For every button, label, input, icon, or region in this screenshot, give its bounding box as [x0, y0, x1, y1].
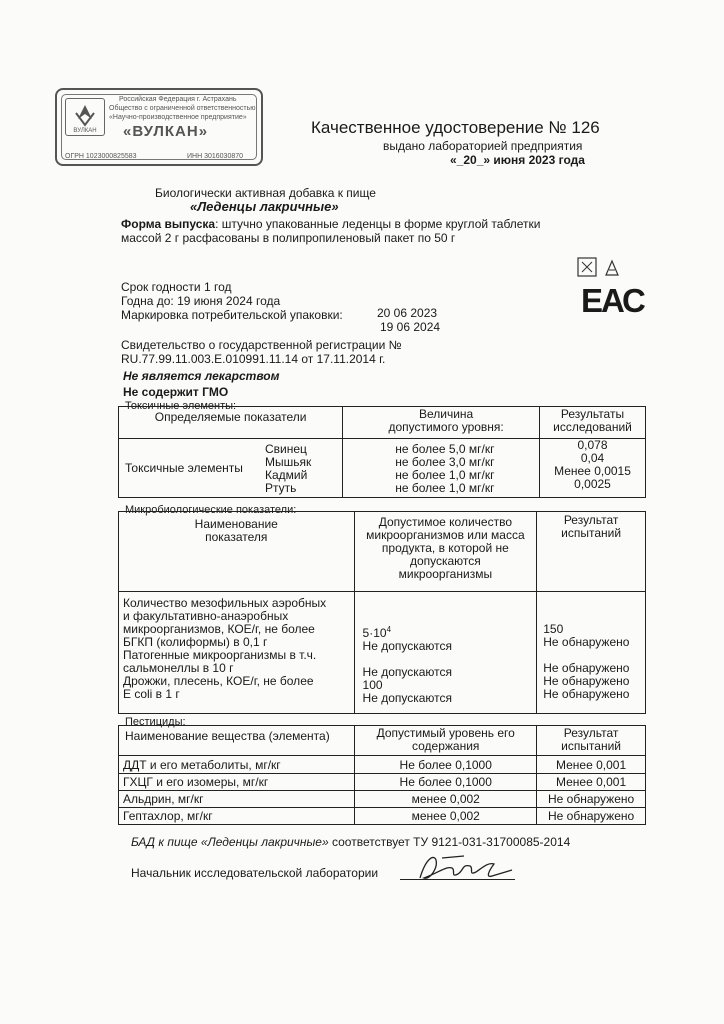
- pest-row-hch: [119, 774, 646, 791]
- registration-line1: Свидетельство о государственной регистрации №: [121, 338, 402, 352]
- stamp-line2: Общество с ограниченной ответственностью: [109, 105, 256, 112]
- stamp-line1: Российская Федерация г. Астрахань: [119, 96, 237, 103]
- limit-mercury: не более 1,0 мг/кг: [395, 481, 495, 495]
- micro-indicator-line-3: микроорганизмов, КОЕ/г, не более: [123, 622, 315, 636]
- micro-header-limit-4: допускаются: [409, 554, 481, 568]
- pest-result-heptachlor: Не обнаружено: [537, 808, 646, 825]
- pest-result-aldrin: Не обнаружено: [537, 791, 646, 808]
- micro-indicator-line-7: Дрожжи, плесень, КОЕ/г, не более: [123, 674, 314, 688]
- pest-result-hch: Менее 0,001: [537, 774, 646, 791]
- limit-lead: не более 5,0 мг/кг: [395, 442, 495, 456]
- product-category: Биологически активная добавка к пище: [155, 186, 376, 200]
- micro-header-limit-5: микроорганизмы: [398, 567, 493, 581]
- compliance-standard: соответствует ТУ 9121-031-31700085-2014: [328, 835, 571, 849]
- valid-until: Годна до: 19 июня 2024 года: [121, 294, 281, 308]
- micro-table: [118, 511, 646, 714]
- result-lead: 0,078: [577, 438, 608, 452]
- pest-header-result-1: Результат: [563, 726, 619, 740]
- toxic-results-cell: [539, 439, 645, 498]
- lab-head-label: Начальник исследовательской лаборатории: [131, 866, 379, 880]
- result-mercury: 0,0025: [574, 477, 611, 491]
- pest-row-ddt: [119, 756, 646, 774]
- stamp-inn: ИНН 3016030870: [187, 153, 244, 160]
- result-arsenic: 0,04: [580, 451, 605, 465]
- pest-header-limit-1: Допустимый уровень его: [376, 726, 515, 740]
- release-form-label: Форма выпуска: [121, 217, 216, 231]
- pest-name-heptachlor: Гептахлор, мг/кг: [119, 808, 355, 825]
- pest-header-row: [119, 726, 646, 756]
- shelf-life: Срок годности 1 год: [121, 280, 232, 294]
- pest-header-name: Наименование вещества (элемента): [119, 726, 355, 756]
- micro-header-result-2: испытаний: [561, 526, 622, 540]
- element-cadmium: Кадмий: [265, 468, 308, 482]
- pest-name-aldrin: Альдрин, мг/кг: [119, 791, 355, 808]
- micro-section-title: Микробиологические показатели:: [125, 504, 297, 516]
- toxic-header-row: [119, 407, 646, 439]
- micro-limit-bgkp: Не допускаются: [362, 639, 453, 653]
- pest-section-title: Пестициды:: [125, 716, 186, 728]
- micro-limit-mafanm-base: 5·10: [362, 626, 387, 640]
- toxic-element-list: [265, 443, 311, 495]
- toxic-section-title: Токсичные элементы:: [125, 400, 237, 412]
- micro-limit-mafanm: [363, 623, 533, 640]
- micro-limit-yeast: 100: [362, 678, 383, 692]
- compliance-statement: [131, 835, 570, 849]
- marking-label: Маркировка потребительской упаковки:: [121, 308, 343, 322]
- product-name: «Леденцы лакричные»: [190, 199, 339, 214]
- company-logo: [65, 98, 105, 136]
- micro-indicators-cell: [119, 592, 355, 714]
- pest-name-hch: ГХЦГ и его изомеры, мг/кг: [119, 774, 355, 791]
- registration-number: RU.77.99.11.003.Е.010991.11.14 от 17.11.2014 г.: [121, 352, 386, 366]
- toxic-elements-table: [118, 406, 646, 498]
- signature-icon: [412, 848, 522, 888]
- toxic-header-limit-text: Величина допустимого уровня:: [388, 407, 504, 434]
- pest-row-heptachlor: [119, 808, 646, 825]
- stamp-line3: «Научно-производственное предприятие»: [109, 114, 247, 121]
- pest-header-limit: [355, 726, 537, 756]
- micro-header-limit-1: Допустимое количество: [378, 515, 512, 529]
- limit-cadmium: не более 1,0 мг/кг: [395, 468, 495, 482]
- micro-result-ecoli: Не обнаружено: [543, 687, 630, 701]
- micro-header-indicator: [119, 512, 355, 592]
- pesticides-table: [118, 725, 646, 825]
- pest-header-result: [537, 726, 646, 756]
- toxic-group-label: Токсичные элементы: [125, 461, 243, 475]
- micro-header-limit-2: микроорганизмов или масса: [366, 528, 525, 542]
- pest-header-result-2: испытаний: [561, 739, 622, 753]
- release-form-line2: массой 2 г расфасованы в полипропиленовый пакет по 50 г: [121, 231, 456, 245]
- issued-by: выдано лабораторией предприятия: [383, 139, 583, 153]
- micro-indicator-line-6: сальмонеллы в 10 г: [123, 661, 234, 675]
- micro-header-result: [537, 512, 646, 592]
- issue-date: «_20_» июня 2023 года: [450, 153, 585, 167]
- micro-indicator-line-5: Патогенные микроорганизмы в т.ч.: [123, 648, 317, 662]
- company-stamp: [55, 88, 263, 166]
- element-arsenic: Мышьяк: [265, 455, 312, 469]
- release-form: [121, 217, 541, 231]
- micro-indicator-line-8: E coli в 1 г: [123, 687, 180, 701]
- marking-date-expiry: 19 06 2024: [380, 320, 441, 334]
- micro-indicator-line-2: и факультативно-анаэробных: [123, 609, 289, 623]
- stamp-company-name: «ВУЛКАН»: [123, 123, 209, 140]
- micro-limit-ecoli: Не допускаются: [362, 691, 453, 705]
- pest-limit-aldrin: менее 0,002: [355, 791, 537, 808]
- pest-result-ddt: Менее 0,001: [537, 756, 646, 774]
- packaging-marks: [576, 255, 626, 281]
- micro-header-indicator-2: показателя: [205, 530, 268, 544]
- pest-limit-ddt: Не более 0,1000: [355, 756, 537, 774]
- release-form-text: : штучно упакованные леденцы в форме круглой таблетки: [215, 217, 541, 231]
- toxic-limits-cell: [343, 439, 540, 498]
- element-mercury: Ртуть: [265, 481, 297, 495]
- micro-indicator-line-1: Количество мезофильных аэробных: [123, 596, 327, 610]
- pest-name-ddt: ДДТ и его метаболиты, мг/кг: [119, 756, 355, 774]
- micro-results-cell: [537, 592, 646, 714]
- no-gmo-note: Не содержит ГМО: [123, 385, 229, 399]
- logo-text: ВУЛКАН: [73, 128, 97, 134]
- not-drug-note: Не является лекарством: [123, 369, 280, 383]
- toxic-group-cell: [119, 439, 343, 498]
- toxic-header-result: [539, 407, 645, 439]
- micro-limit-mafanm-exp: 4: [386, 625, 392, 634]
- micro-limit-pathogens: Не допускаются: [362, 665, 453, 679]
- pest-limit-heptachlor: менее 0,002: [355, 808, 537, 825]
- micro-header-limit: [354, 512, 537, 592]
- micro-result-yeast: Не обнаружено: [543, 674, 630, 688]
- stamp-ogrn: ОГРН 1023000825583: [65, 153, 137, 160]
- document-title: Качественное удостоверение № 126: [311, 118, 600, 137]
- limit-arsenic: не более 3,0 мг/кг: [395, 455, 495, 469]
- eac-mark: ЕАС: [581, 282, 644, 319]
- pest-limit-hch: Не более 0,1000: [355, 774, 537, 791]
- micro-header-limit-3: продукта, в которой не: [381, 541, 509, 555]
- micro-header-row: [119, 512, 646, 592]
- micro-result-mafanm: 150: [543, 622, 564, 636]
- micro-header-result-1: Результат: [563, 513, 619, 527]
- toxic-header-indicator: Определяемые показатели: [119, 407, 343, 439]
- compliance-product: БАД к пище «Леденцы лакричные»: [131, 835, 329, 849]
- micro-result-bgkp: Не обнаружено: [543, 635, 630, 649]
- micro-header-indicator-1: Наименование: [194, 517, 278, 531]
- toxic-header-result-text: Результаты исследований: [553, 407, 632, 434]
- micro-limits-cell: [354, 592, 537, 714]
- wheat-logo-icon: [66, 99, 104, 135]
- pest-header-limit-2: содержания: [412, 739, 480, 753]
- element-lead: Свинец: [265, 442, 307, 456]
- pest-row-aldrin: [119, 791, 646, 808]
- micro-indicator-line-4: БГКП (колиформы) в 0,1 г: [123, 635, 268, 649]
- food-contact-icon: [576, 255, 626, 281]
- marking-date-production: 20 06 2023: [377, 306, 438, 320]
- toxic-data-row: [119, 439, 646, 498]
- micro-data-row: [119, 592, 646, 714]
- result-cadmium: Менее 0,0015: [554, 464, 631, 478]
- toxic-header-limit: [343, 407, 540, 439]
- micro-result-pathogens: Не обнаружено: [543, 661, 630, 675]
